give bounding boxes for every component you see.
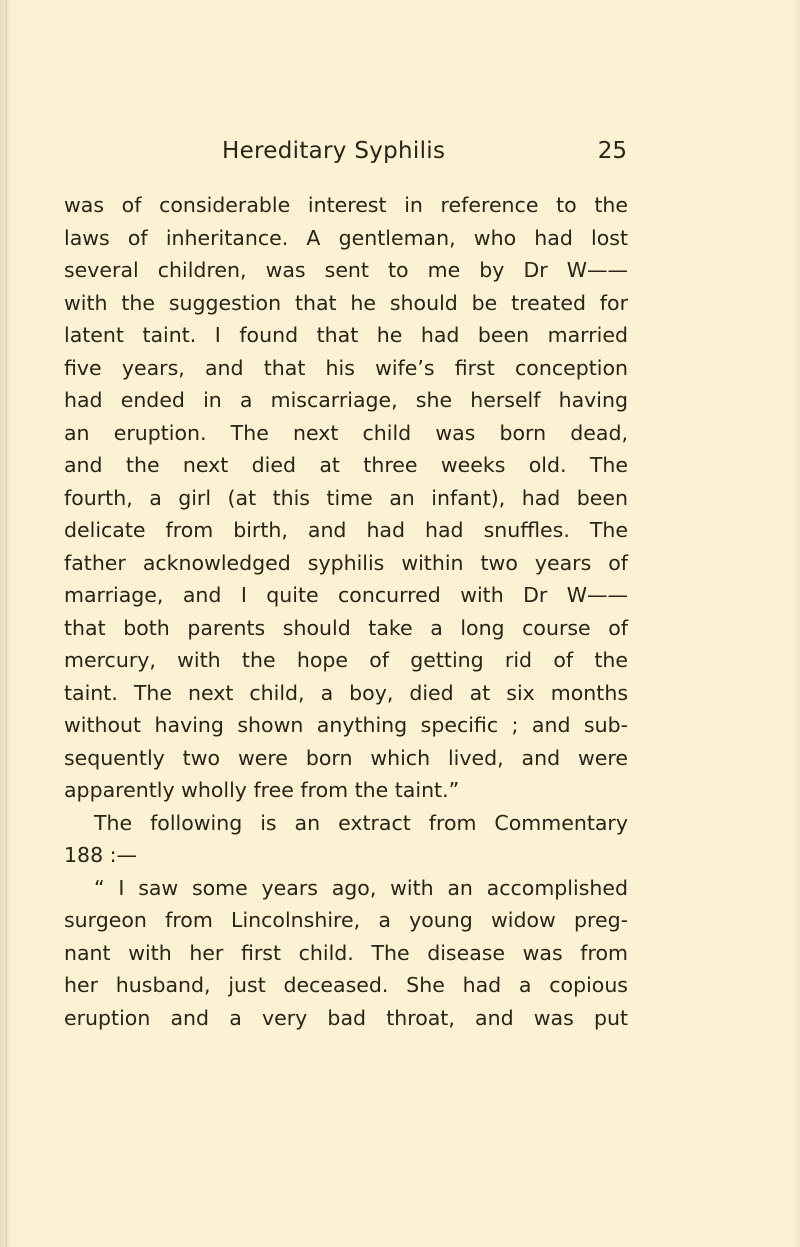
text-line: an eruption. The next child was born dead, [64,420,628,445]
text-line: had ended in a miscarriage, she herself having [64,388,628,412]
text-line: eruption and a very bad throat, and was put [64,1005,628,1030]
body-text [64,189,628,1034]
text-line: The following is an extract from Commentary [94,810,628,835]
text-line: delicate from birth, and had had snuffles. The [64,518,628,542]
text-line: marriage, and I quite concurred with Dr W—— [64,583,628,607]
text-line: her husband, just deceased. She had a copious [64,973,628,997]
text-line: without having shown anything specific ; and sub- [64,713,628,737]
text-line: was of considerable interest in reference to the [64,193,628,217]
page-edge [792,0,800,1247]
text-line: “ I saw some years ago, with an accomplished [94,875,628,900]
text-line: 188 :— [64,843,138,867]
text-line: mercury, with the hope of getting rid of the [64,648,628,672]
text-line: surgeon from Lincolnshire, a young widow preg- [64,908,628,932]
text-line: five years, and that his wife’s first conception [64,355,628,380]
text-line: laws of inheritance. A gentleman, who had lost [64,225,628,250]
running-title: Hereditary Syphilis [222,138,446,164]
text-line: latent taint. I found that he had been married [64,323,628,347]
text-line: that both parents should take a long course of [64,615,628,640]
text-line: several children, was sent to me by Dr W—— [64,258,628,282]
text-line: and the next died at three weeks old. The [64,453,628,477]
text-line: taint. The next child, a boy, died at six months [64,680,628,705]
text-line: apparently wholly free from the taint.” [64,778,460,802]
text-line: with the suggestion that he should be treated for [64,290,628,315]
page-number: 25 [597,138,627,164]
text-line: nant with her first child. The disease was from [64,940,628,965]
gutter-line [6,0,7,1247]
text-line: sequently two were born which lived, and were [64,745,628,770]
running-head [222,138,627,178]
text-line: father acknowledged syphilis within two years of [64,550,628,575]
text-line: fourth, a girl (at this time an infant), had been [64,485,628,510]
